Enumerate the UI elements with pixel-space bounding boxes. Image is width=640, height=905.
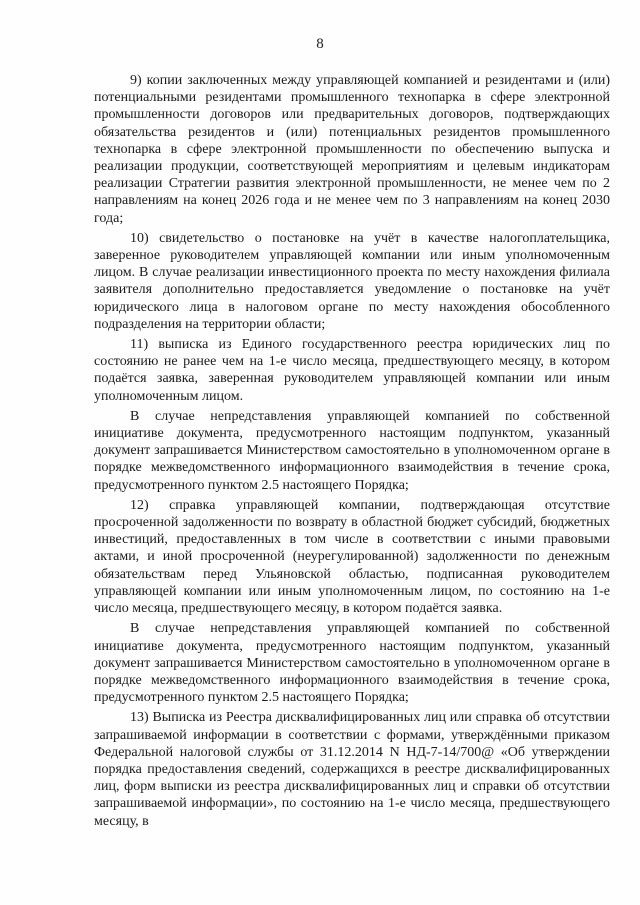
- paragraph-item-10: 10) свидетельство о постановке на учёт в качестве налогоплательщика, заверенное руководителем управляющей компании или иным уполномоченным лицом. В случае реализации инвестиционного проекта по месту нахождения филиала заявителя дополнительно предоставляется уведомление о постановке на учёт юридического лица в налоговом органе по месту нахождения обособленного подразделения на территории области;: [94, 230, 610, 332]
- paragraph-item-12: 12) справка управляющей компании, подтверждающая отсутствие просроченной задолженности по возврату в областной бюджет субсидий, бюджетных инвестиций, предоставленных в том числе в соответствии с иными правовыми актами, и иной просроченной (неурегулированной) задолженности по денежным обязательствам перед Ульяновской областью, подписанная руководителем управляющей компании или иным уполномоченным лицом, по состоянию на 1-е число месяца, предшествующего месяцу, в котором подаётся заявка.: [94, 497, 610, 617]
- document-body: [94, 72, 610, 833]
- paragraph-item-9: 9) копии заключенных между управляющей компанией и резидентами и (или) потенциальными резидентами промышленного технопарка в сфере электронной промышленности договоров или предварительных договоров, подтверждающих обязательства резидентов и (или) потенциальных резидентов промышленного технопарка в сфере электронной промышленности по обеспечению выпуска и реализации продукции, соответствующей мероприятиям и целевым индикаторам реализации Стратегии развития электронной промышленности, не менее чем по 2 направлениям на конец 2026 года и не менее чем по 3 направлениям на конец 2030 года;: [94, 73, 610, 226]
- paragraph-item-12-note: В случае непредставления управляющей компанией по собственной инициативе документа, предусмотренного настоящим подпунктом, указанный документ запрашивается Министерством самостоятельно в уполномоченном органе в порядке межведомственного информационного взаимодействия в течение срока, предусмотренного пунктом 2.5 настоящего Порядка;: [94, 621, 610, 706]
- paragraph-item-11: 11) выписка из Единого государственного реестра юридических лиц по состоянию не ранее чем на 1-е число месяца, предшествующего месяцу, в котором подаётся заявка, заверенная руководителем управляющей компании или иным уполномоченным лицом.: [94, 337, 610, 404]
- paragraph-item-13: 13) Выписка из Реестра дисквалифицированных лиц или справка об отсутствии запрашиваемой информации в соответствии с формами, утверждёнными приказом Федеральной налоговой службы от 31.12.2014 N НД-7-14/700@ «Об утверждении порядка предоставления сведений, содержащихся в реестре дисквалифицированных лиц, форм выписки из реестра дисквалифицированных лиц и справки об отсутствии запрашиваемой информации», по состоянию на 1-е число месяца, предшествующего месяцу, в: [94, 710, 610, 829]
- page-number: 8: [316, 36, 324, 52]
- paragraph-item-11-note: В случае непредставления управляющей компанией по собственной инициативе документа, предусмотренного настоящим подпунктом, указанный документ запрашивается Министерством самостоятельно в уполномоченном органе в порядке межведомственного информационного взаимодействия в течение срока, предусмотренного пунктом 2.5 настоящего Порядка;: [94, 408, 610, 493]
